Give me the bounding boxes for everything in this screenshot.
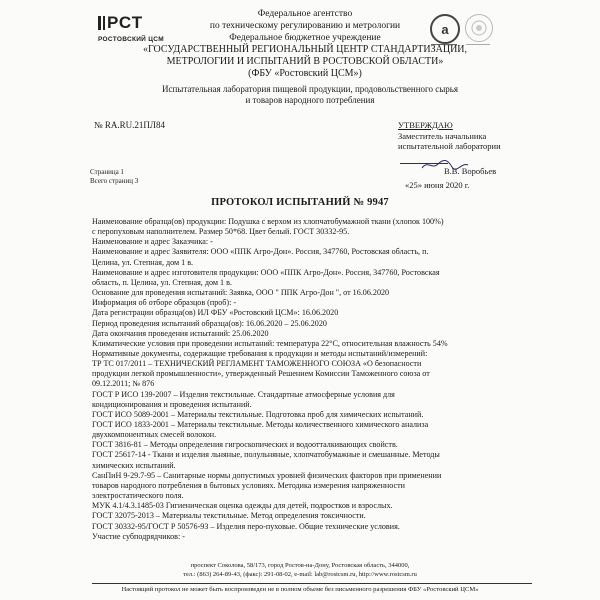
header-center-short: (ФБУ «Ростовский ЦСМ») [248,68,362,79]
body-line: Дата регистрации образца(ов) ИЛ ФБУ «Ростовский ЦСМ»: 16.06.2020 [92,308,339,318]
footer-address: проспект Соколова, 58/173, город Ростов-на-Дону, Ростовская область, 344000, [190,562,410,569]
footer-divider [92,583,532,584]
body-line: Участие субподрядчиков: - [92,531,185,541]
body-line: Нормативные документы, содержащие требования к продукции и методы испытаний/измерений: [92,348,428,358]
body-line: МУК 4.1/4.3.1485-03 Гигиеническая оценка одежды для детей, подростков и взрослых. [92,501,393,511]
body-line: Климатические условия при проведении испытаний: температура 22°С, относительная влажность 54% [92,338,448,348]
body-line: ГОСТ 25617-14 - Ткани и изделия льняные, полульняные, хлопчатобумажные и смешанные. Методы [92,450,440,460]
seal-letter: a [441,21,449,37]
approval-position-1: Заместитель начальника [398,131,487,141]
body-line: Наименование образца(ов) продукции: Подушка с верхом из хлопчатобумажной ткани (хлопок 100%) [92,217,444,226]
total-pages: Всего страниц 3 [90,177,139,185]
body-line: ГОСТ 3816-81 – Методы определения гигроскопических и водоотталкивающих свойств. [92,440,398,450]
body-line: ТР ТС 017/2011 – ТЕХНИЧЕСКИЙ РЕГЛАМЕНТ ТАМОЖЕННОГО СОЮЗА «О безопасности [92,359,422,369]
body-line: Основание для проведения испытаний: Заявка, ООО " ППК Агро-Дон ", от 16.06.2020 [92,288,390,298]
body-line: товаров народного потребления в бытовых условиях. Методика измерения напряженности [92,480,405,490]
logo-text: РСТ [107,13,144,32]
body-line: 09.12.2011; № 876 [92,379,155,389]
body-line: ГОСТ ИСО 1833-2001 – Материалы текстильные. Методы количественного химического анализа [92,420,429,429]
header-agency: Федеральное агентство [257,9,353,19]
approver-name: В.В. Воробьев [444,166,497,176]
footer-contacts: тел.: (863) 264-89-43, (факс): 291-08-02, e-mail: lab@rostcsm.ru, http://www.rostcsm.ru [183,571,417,578]
header-center-name-1: «ГОСУДАРСТВЕННЫЙ РЕГИОНАЛЬНЫЙ ЦЕНТР СТАНДАРТИЗАЦИИ, [142,44,468,55]
header-center-name-2: МЕТРОЛОГИИ И ИСПЫТАНИЙ В РОСТОВСКОЙ ОБЛАСТИ» [166,56,444,67]
body-line: кондиционирования и проведения испытаний. [92,399,252,409]
body-line: химических испытаний. [92,460,176,470]
body-line: Дата окончания проведения испытаний: 25.06.2020 [92,328,269,338]
body-line: двухкомпонентных смесей волокон. [92,430,217,440]
page-number: Страница 1 [90,168,124,176]
body-line: ГОСТ Р ИСО 139-2007 – Изделия текстильные. Стандартные атмосферные условия для [92,389,395,399]
body-line: Наименование и адрес Заказчика: - [92,237,213,247]
protocol-title: ПРОТОКОЛ ИСПЫТАНИЙ № 9947 [211,197,389,208]
body-line: Целина, ул. Степная, дом 1 в. [92,257,194,267]
body-line: Наименование и адрес Заявителя: ООО «ППК Агро-Дон». Россия, 347760, Ростовская область, п. [92,247,429,257]
header-lab-name-2: и товаров народного потребления [245,95,375,105]
body-line: ГОСТ ИСО 5089-2001 – Материалы текстильные. Подготовка проб для химических испытаний. [92,409,424,419]
header-lab-name-1: Испытательная лаборатория пищевой продукции, продовольственного сырья [161,84,459,94]
body-line: Период проведения испытаний образца(ов): 16.06.2020 – 25.06.2020 [92,318,327,328]
body-line: СанПиН 9-29.7-95 – Санитарные нормы допустимых уровней физических факторов при применении [92,470,442,480]
body-line: ГОСТ 30332-95/ГОСТ Р 50576-93 – Изделия перо-пуховые. Общие технические условия. [92,521,400,531]
logo-subtitle: РОСТОВСКИЙ ЦСМ [98,36,164,43]
header-institution-type: Федеральное бюджетное учреждение [229,33,381,43]
body-line: продукции легкой промышленности», утвержденный Решением Комиссии Таможенного союза от [92,369,430,379]
body-line: ГОСТ 32075-2013 – Материалы текстильные. Метод определения токсичности. [92,511,366,521]
approval-position-2: испытательной лаборатории [398,141,501,151]
body-line: электростатического поля. [92,491,184,501]
body-line: область, п. Целина, ул. Степная, дом 1 в. [92,277,232,287]
footer-notice: Настоящий протокол не может быть воспроизведен не в полном объеме без письменного разрешения ФБУ «Ростовский ЦСМ» [121,586,479,593]
header-agency-scope: по техническому регулированию и метрологии [209,21,401,31]
body-line: с перопуховым наполнителем. Размер 50*68. Цвет белый. ГОСТ 30332-95. [92,227,350,237]
registration-number: № RA.RU.21ПЛ84 [94,120,165,130]
approval-heading: УТВЕРЖДАЮ [398,120,453,130]
body-line: Наименование и адрес изготовителя продукции: ООО «ППК Агро-Дон». Россия, 347760, Ростовская [92,267,440,277]
body-line: Информация об отборе образцов (проб): - [92,298,237,308]
approval-date: «25» июня 2020 г. [405,180,470,190]
